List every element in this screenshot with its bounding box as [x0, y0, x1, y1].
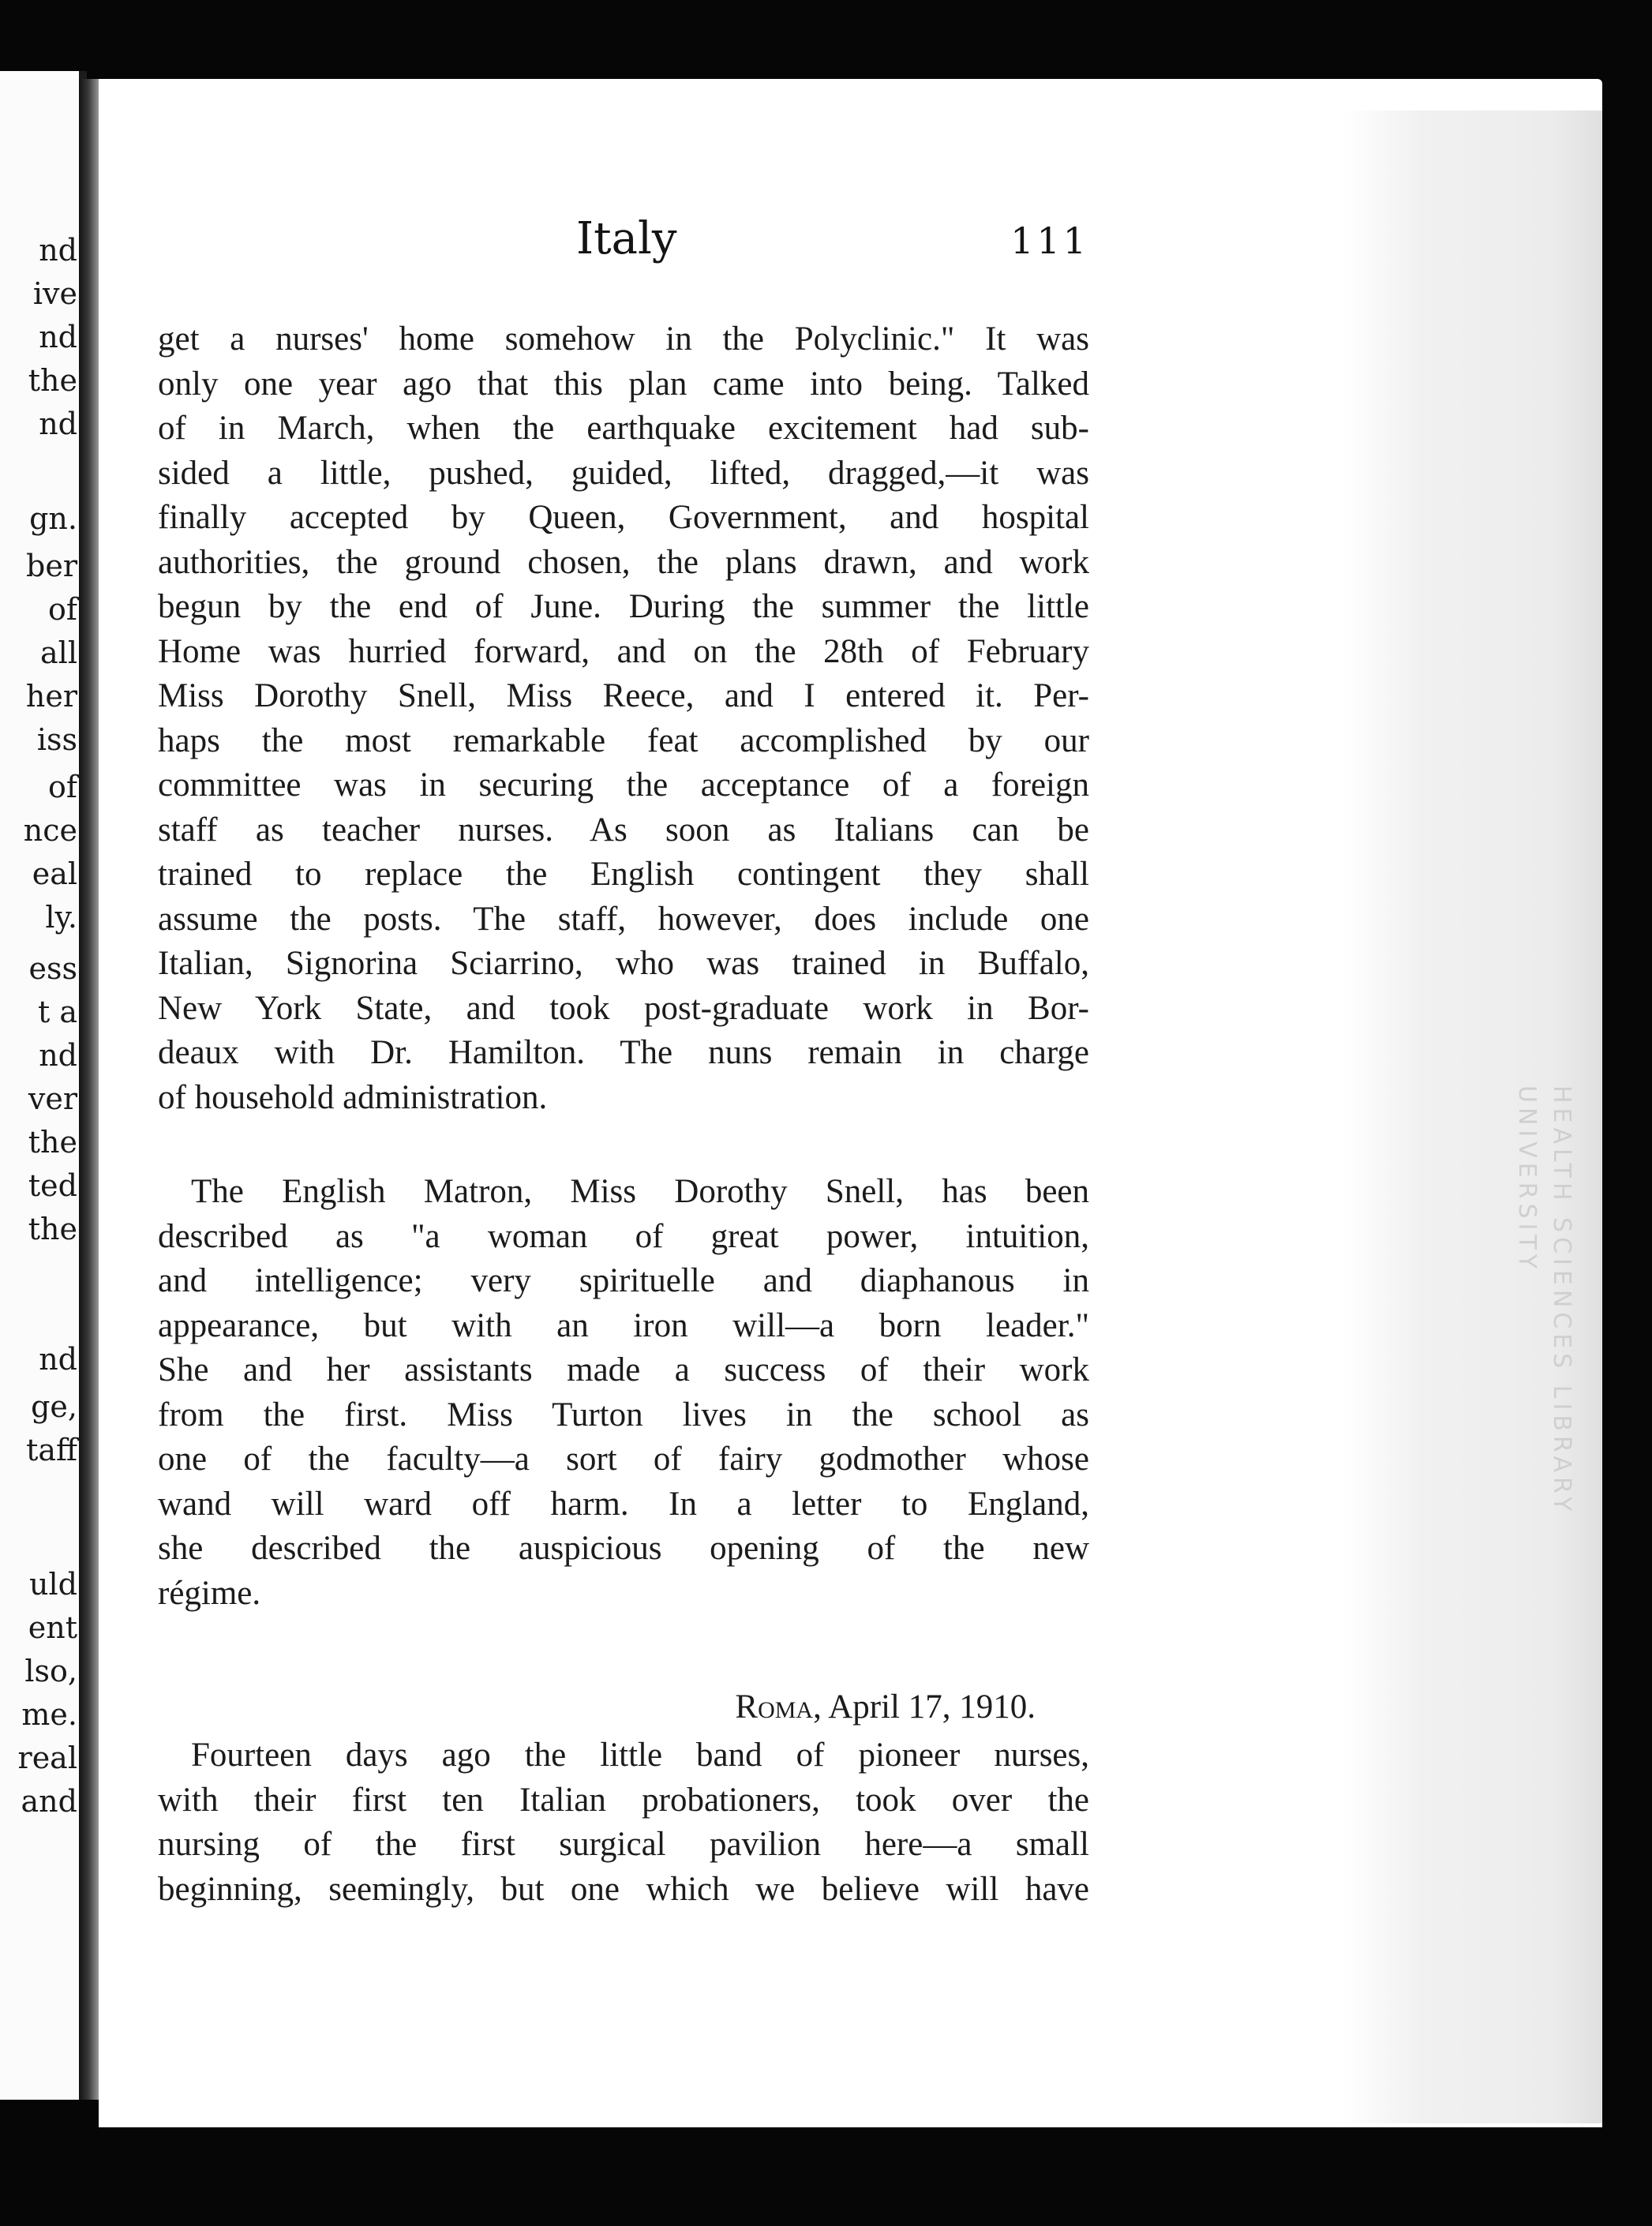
text-line: appearance, but with an iron will—a born leader." — [158, 1306, 1089, 1344]
text-line: beginning, seemingly, but one which we believe will have — [158, 1870, 1089, 1908]
text-line: She and her assistants made a success of their work — [158, 1351, 1089, 1388]
facing-page-text: real — [17, 1741, 77, 1775]
facing-page-text: lso, — [24, 1654, 77, 1688]
text-line: New York State, and took post-graduate work in Bor- — [158, 989, 1089, 1027]
facing-page-text: the — [28, 1212, 77, 1246]
running-header — [150, 213, 1089, 276]
facing-page-text: iss — [36, 722, 77, 757]
facing-page-text: nd — [39, 1038, 77, 1073]
facing-page-text: of — [48, 592, 77, 627]
text-line: Fourteen days ago the little band of pioneer nurses, — [191, 1737, 1089, 1774]
text-line: régime. — [158, 1574, 261, 1612]
facing-page-text: ver — [28, 1081, 77, 1116]
paragraph-1 — [158, 317, 1089, 1120]
text-line: Italian, Signorina Sciarrino, who was trained in Buffalo, — [158, 945, 1089, 982]
text-line: authorities, the ground chosen, the plans drawn, and work — [158, 543, 1089, 581]
text-line: and intelligence; very spirituelle and diaphanous in — [158, 1262, 1089, 1299]
text-line: finally accepted by Queen, Government, and hospital — [158, 499, 1089, 536]
text-line: wand will ward off harm. In a letter to England, — [158, 1485, 1089, 1523]
facing-page-text: nce — [23, 813, 77, 848]
facing-page-text: ess — [28, 951, 77, 986]
text-line: one of the faculty—a sort of fairy godmother whose — [158, 1441, 1089, 1478]
text-line: committee was in securing the acceptance of a foreign — [158, 766, 1089, 804]
facing-page-text: ted — [28, 1168, 77, 1203]
facing-page-text: and — [21, 1784, 77, 1819]
text-line: The English Matron, Miss Dorothy Snell, has been — [191, 1173, 1089, 1210]
text-line: Home was hurried forward, and on the 28th of February — [158, 632, 1089, 670]
library-stamp-line: HEALTH SCIENCES LIBRARY — [1548, 1085, 1575, 1516]
facing-page-text: the — [28, 1125, 77, 1160]
facing-page-text: her — [25, 679, 77, 714]
facing-page-fragment — [0, 71, 87, 2100]
text-line: Miss Dorothy Snell, Miss Reece, and I entered it. Per- — [158, 677, 1089, 714]
text-line: assume the posts. The staff, however, does include one — [158, 900, 1089, 938]
text-line: she described the auspicious opening of the new — [158, 1530, 1089, 1567]
facing-page-text: of — [48, 770, 77, 804]
facing-page-text: ber — [26, 549, 77, 583]
facing-page-text: all — [40, 635, 77, 670]
facing-page-text: taff — [26, 1433, 77, 1467]
text-line: only one year ago that this plan came into being. Talked — [158, 365, 1089, 403]
facing-page-text: nd — [39, 320, 77, 354]
facing-page-text: me. — [21, 1697, 77, 1732]
facing-page-text: eal — [32, 856, 77, 891]
facing-page-text: ly. — [45, 900, 77, 935]
facing-page-text: ive — [32, 276, 77, 311]
facing-page-text: nd — [39, 233, 77, 268]
facing-page-text: uld — [29, 1567, 77, 1602]
facing-page-text: nd — [39, 407, 77, 441]
text-line: haps the most remarkable feat accomplished by our — [158, 721, 1089, 759]
text-line: trained to replace the English contingent they shall — [158, 856, 1089, 893]
page-number: 111 — [1010, 219, 1089, 262]
running-title: Italy — [576, 213, 677, 264]
text-line: of household administration. — [158, 1078, 548, 1116]
text-line: from the first. Miss Turton lives in the school as — [158, 1396, 1089, 1433]
text-line: get a nurses' home somehow in the Polyclinic." It was — [158, 320, 1089, 358]
text-line: described as "a woman of great power, intuition, — [158, 1217, 1089, 1255]
text-line: nursing of the first surgical pavilion here—a small — [158, 1826, 1089, 1863]
text-line: begun by the end of June. During the summer the little — [158, 588, 1089, 625]
facing-page-text: t a — [37, 995, 77, 1029]
text-line: staff as teacher nurses. As soon as Italians can be — [158, 811, 1089, 849]
facing-page-text: the — [28, 363, 77, 398]
letter-dateline — [158, 1688, 1036, 1726]
text-line: of in March, when the earthquake excitement had sub- — [158, 410, 1089, 447]
text-line: deaux with Dr. Hamilton. The nuns remain in charge — [158, 1034, 1089, 1071]
facing-page-text: ent — [28, 1610, 77, 1645]
text-line: sided a little, pushed, guided, lifted, dragged,—it was — [158, 454, 1089, 492]
letter-place: Roma — [735, 1688, 814, 1726]
library-stamp-line: UNIVERSITY — [1513, 1085, 1541, 1274]
facing-page-text: nd — [39, 1342, 77, 1377]
letter-text — [158, 1733, 1089, 1912]
facing-page-text: ge, — [31, 1389, 77, 1424]
facing-page-text: gn. — [29, 501, 77, 536]
text-line: with their first ten Italian probationers, took over the — [158, 1781, 1089, 1819]
library-stamp — [1468, 1085, 1579, 1527]
paragraph-2 — [158, 1170, 1089, 1616]
letter-date: , April 17, 1910. — [813, 1688, 1036, 1726]
